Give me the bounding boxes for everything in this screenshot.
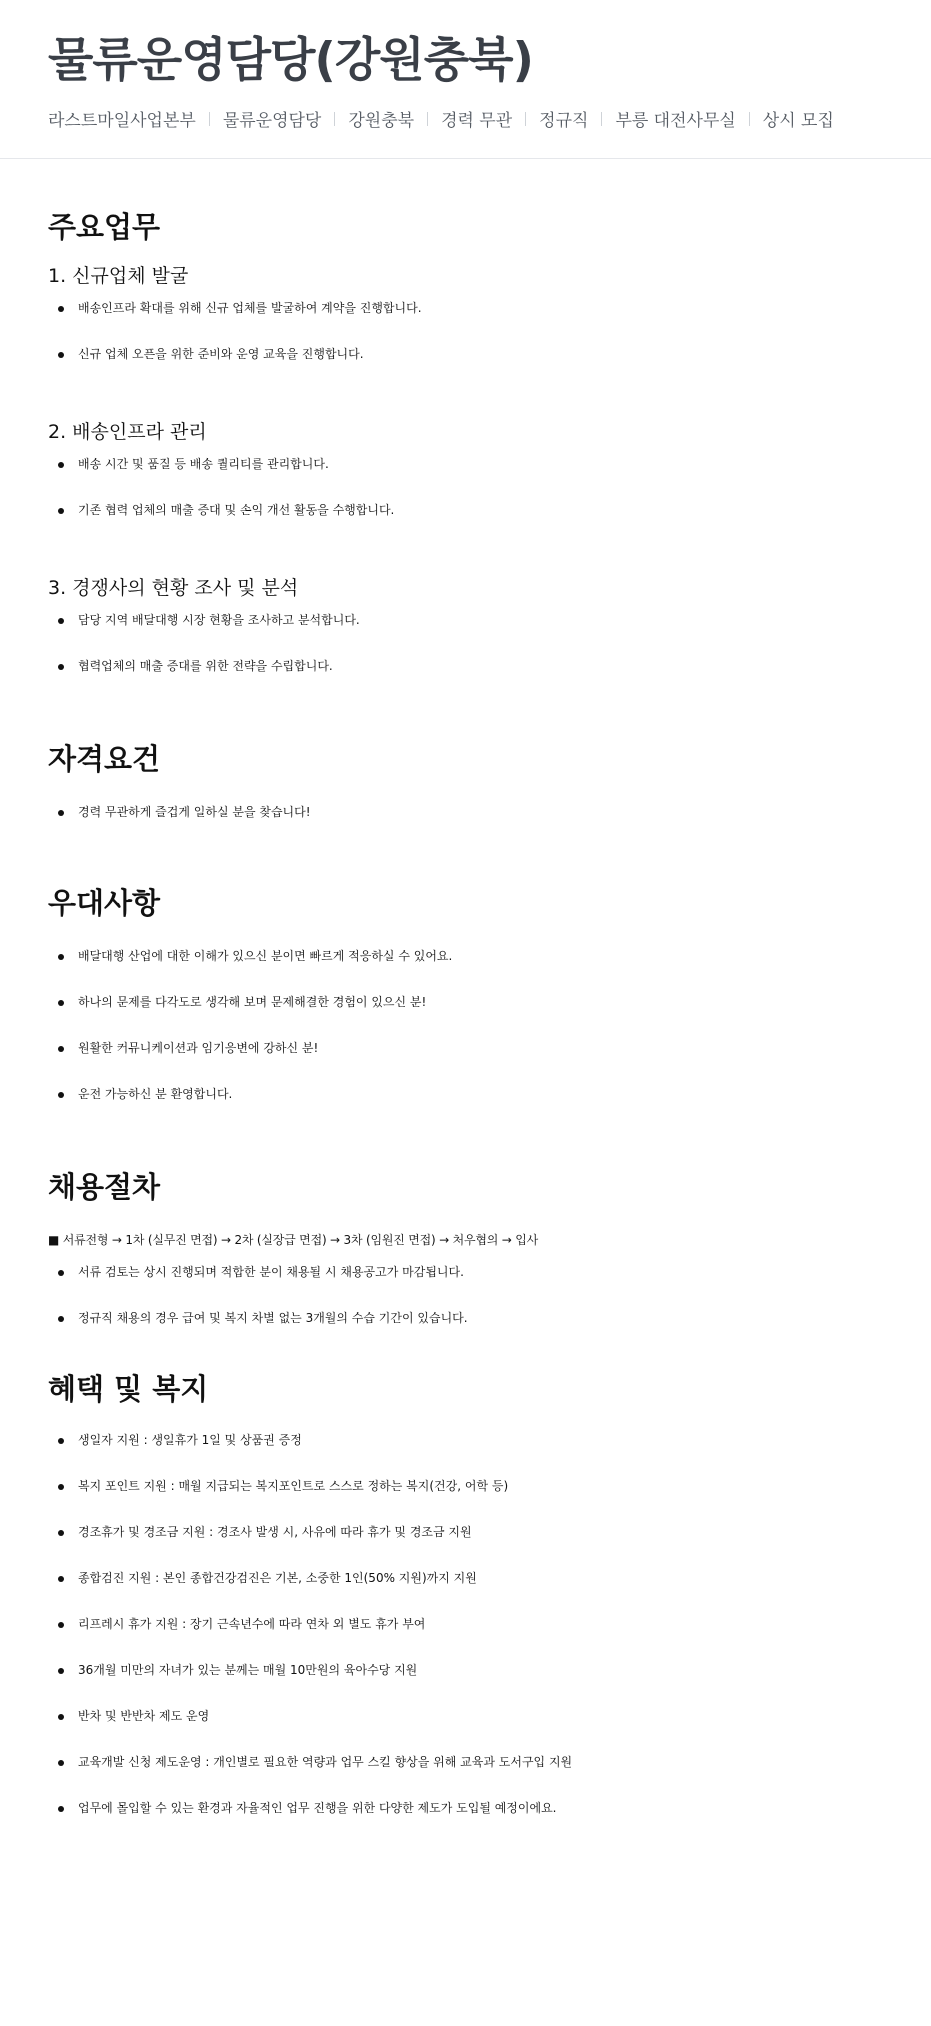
duty-group-heading: 3. 경쟁사의 현황 조사 및 분석 — [48, 577, 299, 599]
process-title: 채용절차 — [48, 1170, 161, 1204]
list-item: 배송인프라 확대를 위해 신규 업체를 발굴하여 계약을 진행합니다. — [48, 295, 883, 321]
requirements-title: 자격요건 — [48, 742, 161, 776]
process-flow: ■ 서류전형 → 1차 (실무진 면접) → 2차 (실장급 면접) → 3차 (임원진 면접) → 처우협의 → 입사 — [48, 1233, 539, 1247]
duty-group-heading: 1. 신규업체 발굴 — [48, 265, 189, 287]
list-item: 기존 협력 업체의 매출 증대 및 손익 개선 활동을 수행합니다. — [48, 497, 883, 523]
list-item: 서류 검토는 상시 진행되며 적합한 분이 채용될 시 채용공고가 마감됩니다. — [48, 1259, 883, 1285]
requirements-list — [48, 799, 883, 825]
tag-office: 부릉 대전사무실 — [615, 111, 736, 131]
tag-experience: 경력 무관 — [441, 111, 513, 131]
list-item: 협력업체의 매출 증대를 위한 전략을 수립합니다. — [48, 653, 883, 679]
list-item: 배달대행 산업에 대한 이해가 있으신 분이면 빠르게 적응하실 수 있어요. — [48, 943, 883, 969]
tag-divider — [749, 112, 750, 126]
benefits-list — [48, 1427, 883, 1821]
list-item: 업무에 몰입할 수 있는 환경과 자율적인 업무 진행을 위한 다양한 제도가 도입될 예정이에요. — [48, 1795, 883, 1821]
duty-group-list — [48, 607, 883, 679]
tag-divider — [209, 112, 210, 126]
tag-region: 강원충북 — [348, 111, 415, 131]
tag-divider — [525, 112, 526, 126]
duty-group-heading: 2. 배송인프라 관리 — [48, 421, 207, 443]
process-list — [48, 1259, 883, 1331]
list-item: 경조휴가 및 경조금 지원 : 경조사 발생 시, 사유에 따라 휴가 및 경조금 지원 — [48, 1519, 883, 1545]
list-item: 생일자 지원 : 생일휴가 1일 및 상품권 증정 — [48, 1427, 883, 1453]
job-tags — [48, 106, 883, 131]
list-item: 36개월 미만의 자녀가 있는 분께는 매월 10만원의 육아수당 지원 — [48, 1657, 883, 1683]
list-item: 복지 포인트 지원 : 매월 지급되는 복지포인트로 스스로 정하는 복지(건강, 어학 등) — [48, 1473, 883, 1499]
tag-job: 물류운영담당 — [222, 111, 322, 131]
list-item: 경력 무관하게 즐겁게 일하실 분을 찾습니다! — [48, 799, 883, 825]
list-item: 담당 지역 배달대행 시장 현황을 조사하고 분석합니다. — [48, 607, 883, 633]
job-header — [0, 0, 931, 159]
tag-employment-type: 정규직 — [539, 111, 589, 131]
benefits-title: 혜택 및 복지 — [48, 1372, 209, 1406]
tag-divider — [334, 112, 335, 126]
tag-divider — [427, 112, 428, 126]
list-item: 배송 시간 및 품질 등 배송 퀄리티를 관리합니다. — [48, 451, 883, 477]
tag-division: 라스트마일사업본부 — [48, 111, 196, 131]
list-item: 리프레시 휴가 지원 : 장기 근속년수에 따라 연차 외 별도 휴가 부여 — [48, 1611, 883, 1637]
list-item: 하나의 문제를 다각도로 생각해 보며 문제해결한 경험이 있으신 분! — [48, 989, 883, 1015]
list-item: 종합검진 지원 : 본인 종합건강검진은 기본, 소중한 1인(50% 지원)까지 지원 — [48, 1565, 883, 1591]
preferred-title: 우대사항 — [48, 886, 161, 920]
duty-group-list — [48, 295, 883, 367]
list-item: 정규직 채용의 경우 급여 및 복지 차별 없는 3개월의 수습 기간이 있습니다. — [48, 1305, 883, 1331]
job-description — [0, 209, 931, 1821]
list-item: 원활한 커뮤니케이션과 임기응변에 강하신 분! — [48, 1035, 883, 1061]
page-title: 물류운영담당(강원충북) — [48, 33, 533, 88]
list-item: 운전 가능하신 분 환영합니다. — [48, 1081, 883, 1107]
duty-group-list — [48, 451, 883, 523]
tag-recruit-period: 상시 모집 — [762, 111, 834, 131]
list-item: 반차 및 반반차 제도 운영 — [48, 1703, 883, 1729]
list-item: 신규 업체 오픈을 위한 준비와 운영 교육을 진행합니다. — [48, 341, 883, 367]
preferred-list — [48, 943, 883, 1107]
list-item: 교육개발 신청 제도운영 : 개인별로 필요한 역량과 업무 스킬 향상을 위해 교육과 도서구입 지원 — [48, 1749, 883, 1775]
tag-divider — [601, 112, 602, 126]
duties-title: 주요업무 — [48, 210, 161, 244]
